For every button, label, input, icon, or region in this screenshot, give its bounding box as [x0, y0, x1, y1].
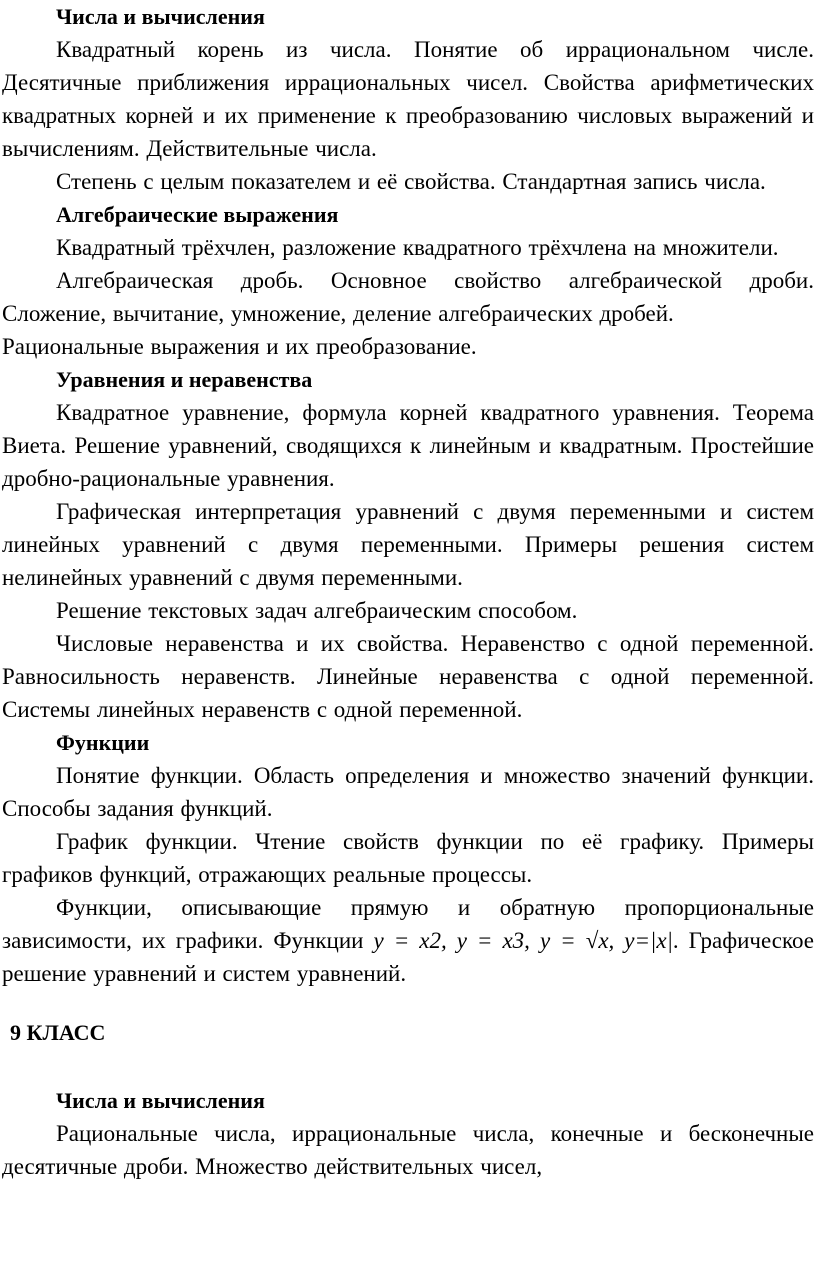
proportional-text-end: . Графическое решение уравнений и систем уравнений.: [2, 928, 814, 986]
paragraph-word-problems: Решение текстовых задач алгебраическим способом.: [56, 598, 578, 623]
paragraph-quadratic-trinomial: Квадратный трёхчлен, разложение квадратного трёхчлена на множители.: [56, 235, 779, 260]
paragraph-rational-expressions: Рациональные выражения и их преобразование.: [2, 334, 477, 359]
grade-heading: 9 КЛАСС: [10, 1020, 106, 1045]
section-heading-numbers: Числа и вычисления: [56, 4, 265, 29]
paragraph-quadratic-equation: Квадратное уравнение, формула корней квадратного уравнения. Теорема Виета. Решение уравнений, сводящихся к линейным и квадратным. Простейшие дробно-рациональные уравнения.: [2, 400, 814, 491]
paragraph-rational-numbers: Рациональные числа, иррациональные числа, конечные и бесконечные десятичные дроби. Множество действительных чисел,: [2, 1121, 814, 1179]
paragraph-integer-power: Степень с целым показателем и её свойства. Стандартная запись числа.: [56, 169, 766, 194]
function-formulas: y = x2, y = x3, y = √x, y=|x|: [373, 928, 673, 953]
section-heading-equations: Уравнения и неравенства: [56, 367, 313, 392]
proportional-text-start: Функции, описывающие прямую и обратную пропорциональные зависимости, их графики. Функции: [2, 895, 814, 953]
paragraph-square-root: Квадратный корень из числа. Понятие об иррациональном числе. Десятичные приближения иррациональных чисел. Свойства арифметических квадратных корней и их применение к преобразованию числовых выражений и вычислениям. Действительные числа.: [2, 37, 814, 161]
paragraph-inequalities: Числовые неравенства и их свойства. Неравенство с одной переменной. Равносильность неравенств. Линейные неравенства с одной переменной. Системы линейных неравенств с одной переменной.: [2, 631, 814, 722]
paragraph-algebraic-fraction: Алгебраическая дробь. Основное свойство алгебраической дроби. Сложение, вычитание, умножение, деление алгебраических дробей.: [2, 268, 814, 326]
paragraph-graphical-interpretation: Графическая интерпретация уравнений с двумя переменными и систем линейных уравнений с двумя переменными. Примеры решения систем нелинейных уравнений с двумя переменными.: [2, 499, 814, 590]
section-heading-numbers-grade9: Числа и вычисления: [56, 1088, 265, 1113]
section-heading-functions: Функции: [56, 730, 150, 755]
paragraph-function-graph: График функции. Чтение свойств функции по её графику. Примеры графиков функций, отражающих реальные процессы.: [2, 829, 814, 887]
section-heading-algebraic-expressions: Алгебраические выражения: [56, 202, 339, 227]
paragraph-proportional-functions: [2, 891, 814, 990]
paragraph-function-concept: Понятие функции. Область определения и множество значений функции. Способы задания функций.: [2, 763, 814, 821]
document-body: [2, 0, 814, 1183]
